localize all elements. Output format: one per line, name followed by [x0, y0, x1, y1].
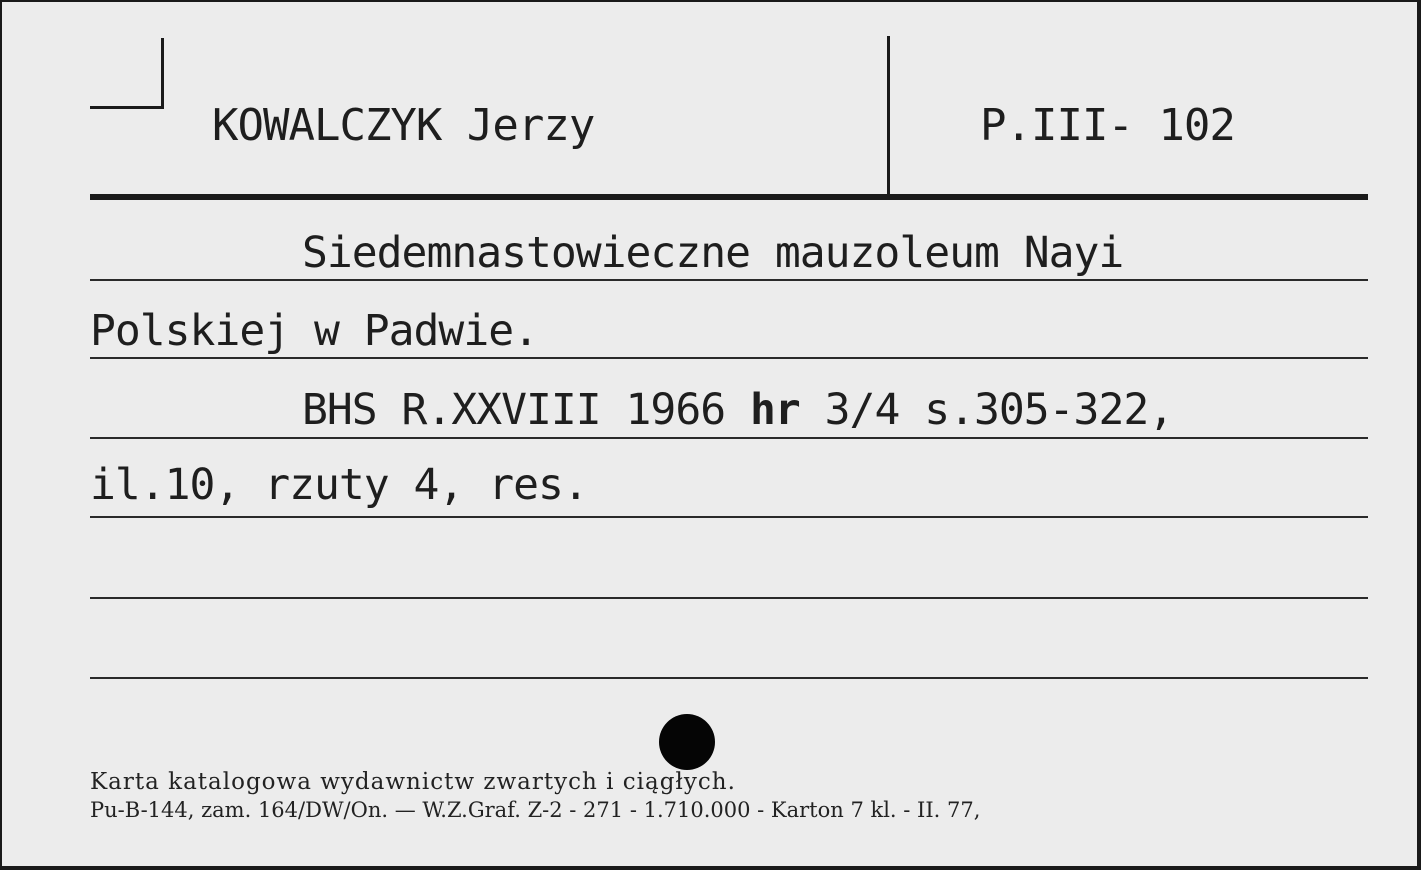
source-line: [302, 385, 1173, 435]
header-divider: [887, 36, 890, 194]
header-rule: [90, 194, 1368, 200]
corner-mark-horizontal: [90, 106, 164, 109]
details-line: il.10, rzuty 4, res.: [90, 460, 588, 510]
ruled-line-1: [90, 279, 1368, 281]
author-name: KOWALCZYK Jerzy: [212, 100, 595, 151]
ruled-line-6: [90, 677, 1368, 679]
title-line-1: Siedemnastowieczne mauzoleum Nayi: [302, 228, 1124, 278]
catalog-card: [2, 2, 1417, 866]
call-number: P.III- 102: [980, 100, 1235, 151]
source-rest: 3/4 s.305-322,: [799, 385, 1174, 435]
footer-line-1: Karta katalogowa wydawnictw zwartych i ciągłych.: [90, 769, 736, 795]
punch-hole: [659, 714, 715, 770]
corner-mark-vertical: [161, 38, 164, 108]
ruled-line-3: [90, 437, 1368, 439]
source-prefix: BHS R.XXVIII 1966: [302, 385, 750, 435]
ruled-line-5: [90, 597, 1368, 599]
ruled-line-4: [90, 516, 1368, 518]
title-line-2: Polskiej w Padwie.: [90, 306, 538, 356]
source-bold: hr: [750, 385, 800, 435]
ruled-line-2: [90, 357, 1368, 359]
footer-line-2: Pu-B-144, zam. 164/DW/On. — W.Z.Graf. Z-2 - 271 - 1.710.000 - Karton 7 kl. - II. 77,: [90, 798, 981, 822]
